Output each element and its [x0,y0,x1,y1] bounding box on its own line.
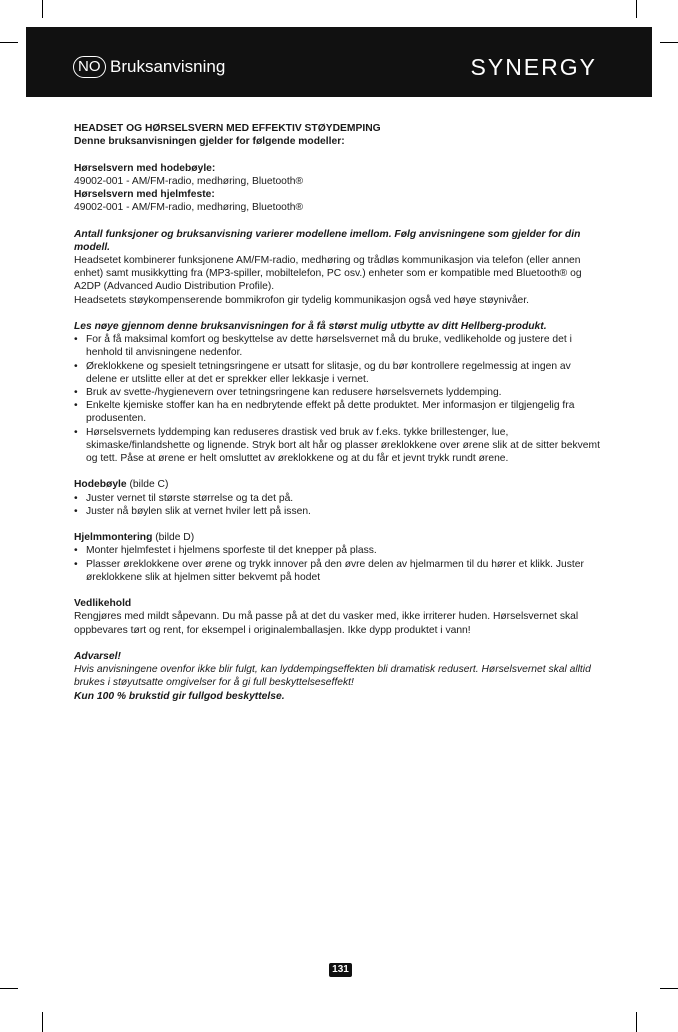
maintenance-text: Rengjøres med mildt såpevann. Du må passe på at det du vasker med, ikke irriterer huden. Hørselsvernet skal oppbevares tørt og rent, for eksempel i originalemballasjen. Ikke dypp produktet i vann! [74,611,579,636]
list-item: • Hørselsvernets lyddemping kan reduseres drastisk ved bruk av f.eks. tykke brillestenger, lue, skimaske/finlandshette og lignende. Stryk bort alt hår og plasser øreklokkene over ørene slik at de sitter bekvemt og tett. Påse at ørene er helt omsluttet av øreklokkene og at du får et jevnt trykk rundt ørene. [74,426,604,466]
warning-text: Hvis anvisningene ovenfor ikke blir fulgt, kan lyddempingseffekten bli dramatisk redusert. Hørselsvernet skal alltid brukes i støyutsatte omgivelser for å gi full beskyttelseseffekt! [74,664,591,689]
list-item: • Bruk av svette-/hygienevern over tetningsringene kan redusere hørselsvernets lyddemping. [74,386,604,399]
intro-paragraph-2: Headsetets støykompenserende bommikrofon gir tydelig kommunikasjon også ved høye støynivåer. [74,294,529,306]
intro-paragraph: Headsetet kombinerer funksjonene AM/FM-radio, medhøring og trådløs kommunikasjon via telefon (eller annen enhet) samt musikkytting fra (MP3-spiller, mobiltelefon, PC osv.) enheter som er kompatible med Bluetooth® og A2DP (Advanced Audio Distribution Profile). [74,255,582,293]
model2-value: 49002-001 - AM/FM-radio, medhøring, Bluetooth® [74,202,304,214]
headband-section-title [74,478,604,491]
model1-label: Hørselsvern med hodebøyle: [74,162,216,174]
instructions-list [74,333,604,465]
read-heading: Les nøye gjennom denne bruksanvisningen for å få størst mulig utbytte av ditt Hellberg-produkt. [74,321,547,332]
helmet-ref: (bilde D) [152,532,195,544]
list-item: • For å få maksimal komfort og beskyttelse av dette hørselsvernet må du bruke, vedlikeholde og justere det i henhold til anvisningene nedenfor. [74,333,604,359]
document-heading: HEADSET OG HØRSELSVERN MED EFFEKTIV STØYDEMPING [74,123,381,134]
list-item: • Øreklokkene og spesielt tetningsringene er utsatt for slitasje, og du bør kontrollere regelmessig at ingen av delene er utslitte eller at det er sprekker eller lekkasje i vernet. [74,360,604,386]
crop-mark [42,0,43,18]
crop-mark [42,1012,43,1032]
brand-logo: SYNERGY [470,54,597,80]
warning-heading: Advarsel! [74,651,121,663]
crop-mark [660,42,678,43]
document-body [74,122,604,703]
list-item: • Juster nå bøylen slik at vernet hviler lett på issen. [74,505,604,518]
language-badge: NO [73,56,106,78]
list-item: • Plasser øreklokkene over ørene og trykk innover på den øvre delen av hjelmarmen til du hører et klikk. Juster øreklokkene slik at hjelmen sitter bekvemt på hodet [74,558,604,584]
crop-mark [0,42,18,43]
document-subheading: Denne bruksanvisningen gjelder for følgende modeller: [74,136,345,148]
list-item: • Monter hjelmfestet i hjelmens sporfeste til det knepper på plass. [74,544,604,557]
page-header [26,27,652,97]
notice-text: Antall funksjoner og bruksanvisning varierer modellene imellom. Følg anvisningene som gjelder for din modell. [74,228,581,253]
model2-label: Hørselsvern med hjelmfeste: [74,189,215,200]
model1-value: 49002-001 - AM/FM-radio, medhøring, Bluetooth® [74,175,304,187]
headband-heading: Hodebøyle [74,479,127,491]
helmet-heading: Hjelmmontering [74,532,153,544]
crop-mark [660,988,678,989]
helmet-section-title [74,531,604,544]
warning-final: Kun 100 % brukstid gir fullgod beskyttelse. [74,690,285,702]
headband-ref: (bilde C) [126,479,169,491]
helmet-list [74,544,604,584]
headband-list [74,492,604,518]
crop-mark [0,988,18,989]
page-number: 131 [329,963,352,977]
crop-mark [636,0,637,18]
maintenance-heading: Vedlikehold [74,598,132,610]
list-item: • Juster vernet til største størrelse og ta det på. [74,492,604,505]
list-item: • Enkelte kjemiske stoffer kan ha en nedbrytende effekt på dette produktet. Mer informasjon er tilgjengelig fra produsenten. [74,399,604,425]
page-title: Bruksanvisning [110,57,226,76]
crop-mark [636,1012,637,1032]
